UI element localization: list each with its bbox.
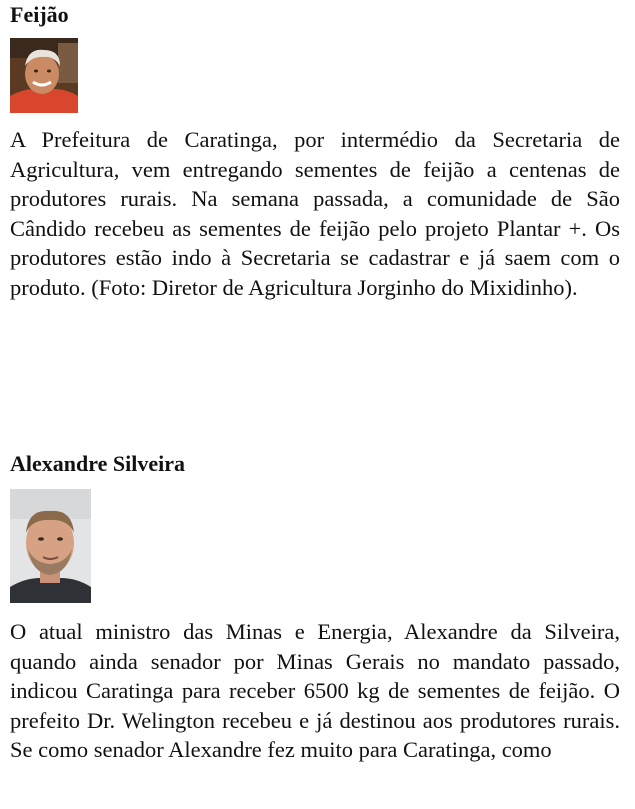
article-body: A Prefeitura de Caratinga, por intermédio da Secretaria de Agricultura, vem entregando sementes de feijão a centenas de produtores rurais. Na semana passada, a comunidade de São Cândido recebeu as sementes de feijão pelo projeto Plantar +. Os produtores estão indo à Secretaria se cadastrar e já saem com o produto. (Foto: Diretor de Agricultura Jorginho do Mixidinho). (10, 127, 620, 300)
article-alexandre-silveira (10, 451, 620, 765)
article-feijao (10, 2, 620, 303)
portrait-photo (10, 489, 91, 603)
portrait-photo (10, 38, 78, 113)
article-title: Feijão (10, 2, 69, 27)
article-body: O atual ministro das Minas e Energia, Alexandre da Silveira, quando ainda senador por Minas Gerais no mandato passado, indicou Caratinga para receber 6500 kg de sementes de feijão. O prefeito Dr. Welington recebeu e já destinou aos produtores rurais. Se como senador Alexandre fez muito para Caratinga, como (10, 619, 620, 763)
article-title: Alexandre Silveira (10, 451, 185, 476)
